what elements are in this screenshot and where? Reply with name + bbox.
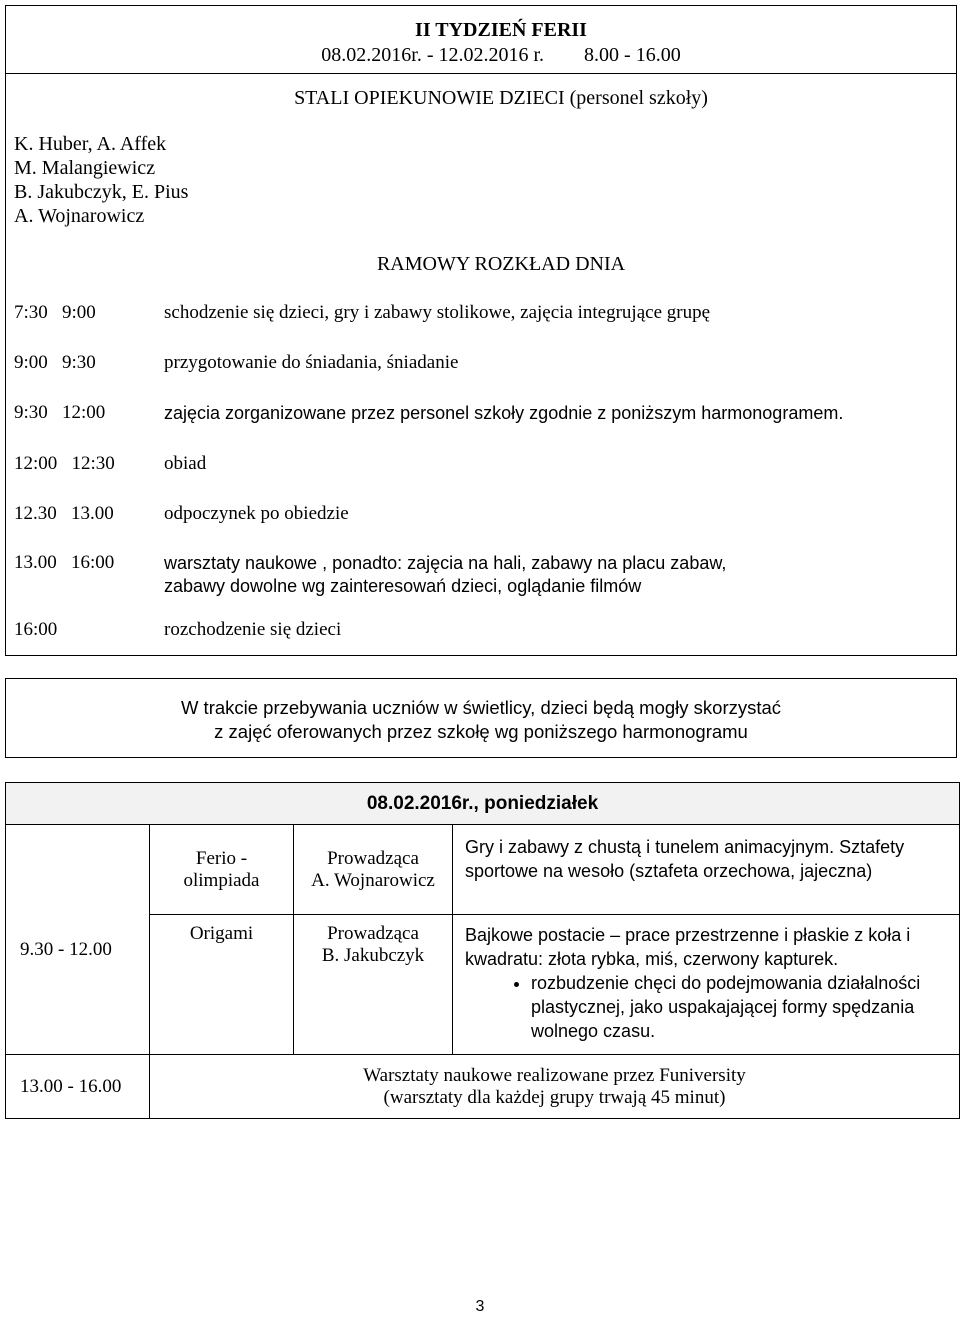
schedule-desc: warsztaty naukowe , ponadto: zajęcia na hali, zabawy na placu zabaw, <box>164 553 727 573</box>
title-box <box>5 5 957 74</box>
leader-label: Prowadząca <box>327 923 419 944</box>
schedule-time: 12.30 13.00 <box>14 503 114 524</box>
schedule-box <box>5 73 957 656</box>
afternoon-activity <box>150 1055 960 1119</box>
schedule-desc-cont: zabawy dowolne wg zainteresowań dzieci, oglądanie filmów <box>164 576 642 596</box>
schedule-time: 9:00 9:30 <box>14 352 96 373</box>
activity-name-text: Ferio - olimpiada <box>183 847 260 891</box>
guardian-name: B. Jakubczyk, E. Pius <box>14 181 189 203</box>
leader-name: A. Wojnarowicz <box>311 869 435 891</box>
schedule-desc: rozchodzenie się dzieci <box>164 619 342 640</box>
schedule-time: 16:00 <box>14 619 58 640</box>
leader-label: Prowadząca <box>327 847 419 869</box>
day-header: 08.02.2016r., poniedziałek <box>6 783 960 825</box>
activity-desc <box>453 915 960 1055</box>
activity-desc-text: Bajkowe postacie – prace przestrzenne i płaskie z koła i kwadratu: złota rybka, miś, czerwony kapturek. <box>465 925 911 969</box>
afternoon-line: Warsztaty naukowe realizowane przez Funiversity <box>363 1064 746 1086</box>
schedule-desc: zajęcia zorganizowane przez personel szkoły zgodnie z poniższym harmonogramem. <box>164 403 844 423</box>
schedule-time: 7:30 9:00 <box>14 302 96 323</box>
title-dates: 08.02.2016r. - 12.02.2016 r. 8.00 - 16.00 <box>321 44 681 66</box>
activity-desc: Gry i zabawy z chustą i tunelem animacyjnym. Sztafety sportowe na wesoło (sztafeta orzechowa, jajeczna) <box>453 825 960 915</box>
activity-leader <box>294 825 453 915</box>
schedule-time: 9:30 12:00 <box>14 402 106 423</box>
day-plan-heading: RAMOWY ROZKŁAD DNIA <box>376 253 626 275</box>
bullet-list <box>465 971 951 1043</box>
guardian-name: K. Huber, A. Affek <box>14 133 167 155</box>
schedule-desc: przygotowanie do śniadania, śniadanie <box>164 352 459 373</box>
schedule-desc: schodzenie się dzieci, gry i zabawy stolikowe, zajęcia integrujące grupę <box>164 302 711 323</box>
schedule-time: 12:00 12:30 <box>14 453 115 474</box>
leader-name: B. Jakubczyk <box>321 945 425 966</box>
page-number: 3 <box>475 1298 485 1315</box>
time-cell: 9.30 - 12.00 <box>6 825 150 1055</box>
guardian-name: M. Malangiewicz <box>14 157 156 179</box>
guardian-name: A. Wojnarowicz <box>14 205 145 227</box>
schedule-desc: obiad <box>164 453 207 474</box>
activity-leader <box>294 915 453 1055</box>
page-title: II TYDZIEŃ FERII <box>415 19 587 41</box>
activity-name <box>150 825 294 915</box>
schedule-time: 13.00 16:00 <box>14 552 115 573</box>
time-cell: 13.00 - 16.00 <box>6 1055 150 1119</box>
activity-name: Origami <box>150 915 294 1055</box>
guardians-heading: STALI OPIEKUNOWIE DZIECI (personel szkoły) <box>294 87 708 109</box>
info-line: W trakcie przebywania uczniów w świetlicy, dzieci będą mogły skorzystać <box>180 697 782 718</box>
monday-schedule-table <box>5 782 960 1119</box>
bullet-item: • rozbudzenie chęci do podejmowania działalności plastycznej, jako uspakajającej formy spędzania wolnego czasu. <box>531 971 951 1043</box>
afternoon-line: (warsztaty dla każdej grupy trwają 45 minut) <box>383 1086 726 1108</box>
info-line: z zajęć oferowanych przez szkołę wg poniższego harmonogramu <box>214 721 748 742</box>
info-box <box>5 678 957 758</box>
schedule-desc: odpoczynek po obiedzie <box>164 503 349 524</box>
